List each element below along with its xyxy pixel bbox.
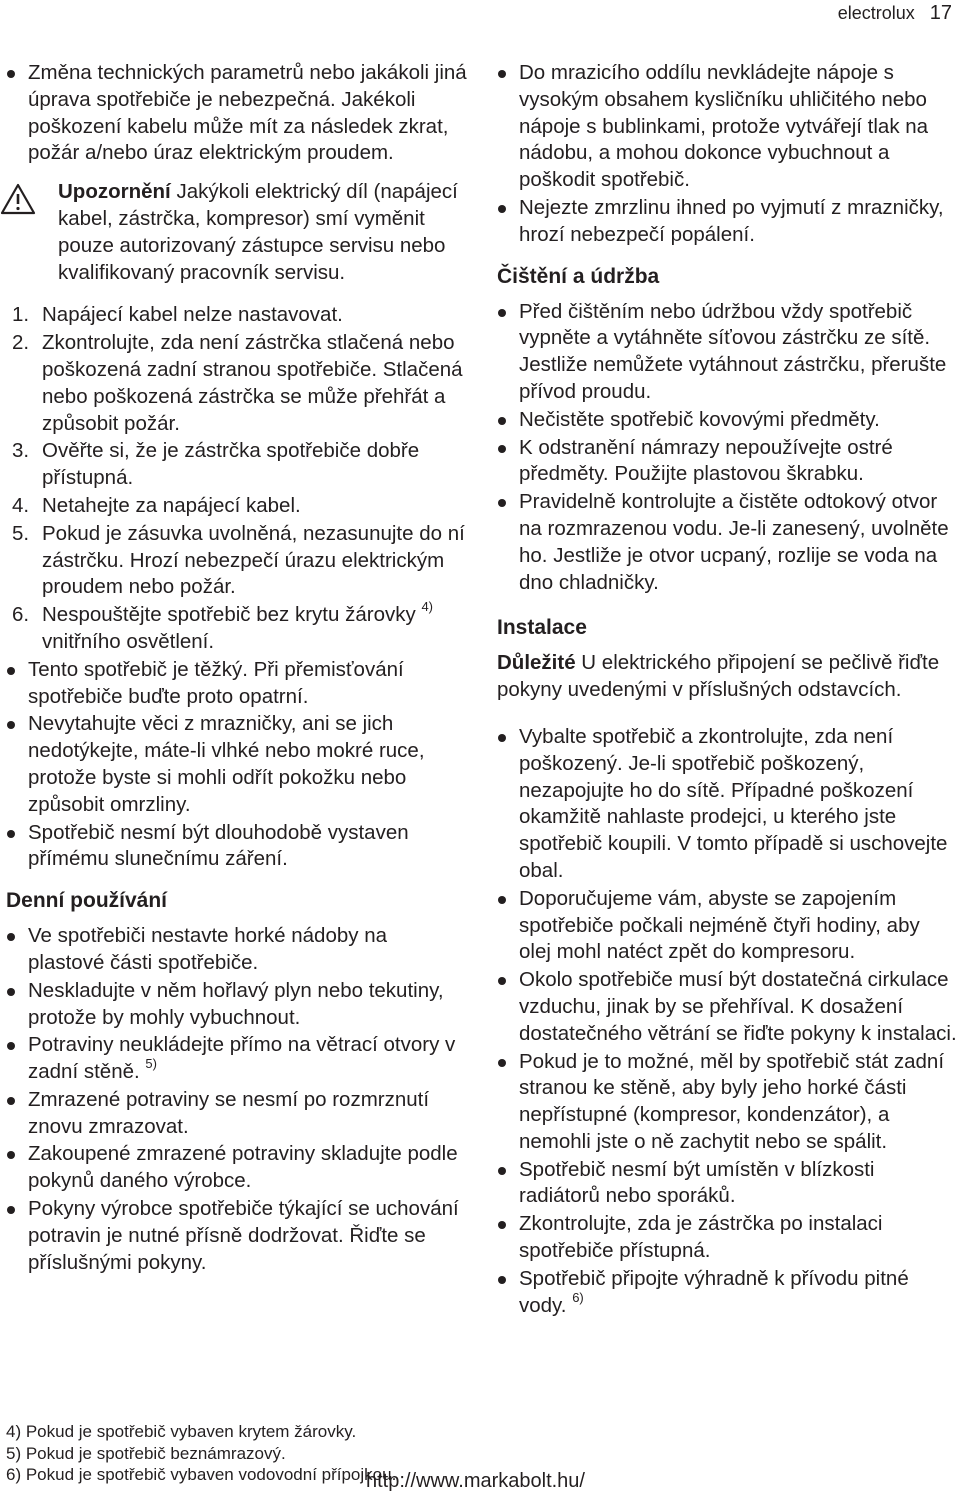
list-item: [6, 1087, 468, 1141]
list-item: [497, 886, 957, 966]
list-item: Nevytahujte věci z mrazničky, ani se jich nedotýkejte, máte-li vlhké nebo mokré ruce, protože byste si mohli odřít pokožku nebo způsobit omrzliny.: [6, 711, 468, 818]
item-number: 1.: [12, 303, 30, 327]
page-header: [838, 2, 952, 25]
item-text: Zmrazené potraviny se nesmí po rozmrznutí znovu zmrazovat.: [28, 1087, 430, 1138]
item-number: 6.: [12, 603, 30, 627]
section-heading-installation: Instalace: [497, 616, 587, 640]
item-text: Vybalte spotřebič a zkontrolujte, zda není poškozený. Je-li spotřebič poškozený, nezapojujte ho do sítě. Případné poškození okamžitě nahlaste prodejci, u kterého jste spotřebič koupili. V tomto případě si uschovejte obal.: [519, 724, 948, 882]
numbered-item: [6, 493, 468, 520]
list-item: K odstranění námrazy nepoužívejte ostré předměty. Použijte plastovou škrabku.: [497, 435, 957, 489]
list-item: Do mrazicího oddílu nevkládejte nápoje s vysokým obsahem kysličníku uhličitého nebo nápoje s bublinkami, protože vytvářejí tlak na nádobu, a mohou dokonce vybuchnout a poškodit spotřebič.: [497, 60, 957, 194]
warning-text: Jakýkoli elektrický díl (napájecí kabel, zástrčka, kompresor) smí vyměnit pouze autorizovaný zástupce servisu nebo kvalifikovaný pracovník servisu.: [58, 180, 458, 284]
intro-bullet-list: [6, 60, 468, 167]
list-item: [497, 1211, 957, 1265]
item-text: Potraviny neukládejte přímo na větrací otvory v zadní stěně.: [28, 1033, 456, 1084]
warning-triangle-icon: [0, 183, 36, 215]
item-text: Spotřebič připojte výhradně k přívodu pitné vody.: [519, 1266, 909, 1317]
item-text: Netahejte za napájecí kabel.: [42, 493, 301, 517]
item-text: Ověřte si, že je zástrčka spotřebiče dobře přístupná.: [42, 439, 420, 490]
item-text: Zkontrolujte, zda je zástrčka po instalaci spotřebiče přístupná.: [519, 1212, 883, 1263]
item-number: 4.: [12, 493, 30, 517]
footnote-ref: 6): [572, 1289, 584, 1305]
section-heading-cleaning: Čištění a údržba: [497, 264, 660, 288]
list-item: [497, 1049, 957, 1156]
freezer-bullet-list: [497, 60, 957, 249]
footnote: 6) Pokud je spotřebič vybaven vodovodní přípojkou.: [6, 1465, 397, 1484]
list-item: [497, 724, 957, 885]
list-item: Nejezte zmrzlinu ihned po vyjmutí z mrazničky, hrozí nebezpečí popálení.: [497, 195, 957, 249]
footnote: 4) Pokud je spotřebič vybaven krytem žárovky.: [6, 1422, 357, 1441]
list-item: Před čištěním nebo údržbou vždy spotřebič vypněte a vytáhněte síťovou zástrčku ze sítě. Jestliže nemůžete vytáhnout zástrčku, přerušte přívod proudu.: [497, 299, 957, 406]
item-number: 5.: [12, 521, 30, 545]
section-heading-daily-use: Denní používání: [6, 889, 168, 913]
numbered-item: [6, 330, 468, 437]
list-item: Změna technických parametrů nebo jakákoli jiná úprava spotřebiče je nebezpečná. Jakékoli poškození kabelu může mít za následek zkrat, požár a/nebo úraz elektrickým proudem.: [6, 60, 468, 167]
list-item: Pravidelně kontrolujte a čistěte odtokový otvor na rozmrazenou vodu. Je-li zanesený, uvolněte ho. Jestliže je otvor ucpaný, rozlije se voda na dno chladničky.: [497, 489, 957, 596]
numbered-item: [6, 302, 468, 329]
item-text: Ve spotřebiči nestavte horké nádoby na plastové části spotřebiče.: [28, 924, 387, 974]
footnote: 5) Pokud je spotřebič beznámrazový.: [6, 1443, 286, 1463]
list-item: [497, 1266, 957, 1320]
item-text: Pokyny výrobce spotřebiče týkající se uchování potravin je nutné přísně dodržovat. Řiďte se příslušnými pokyny.: [28, 1197, 459, 1274]
list-item: Tento spotřebič je těžký. Při přemisťování spotřebiče buďte proto opatrní.: [6, 657, 468, 711]
brand-name: electrolux: [837, 3, 915, 23]
left-column: [6, 60, 468, 1277]
list-item: [497, 967, 957, 1047]
item-text: Neskladujte v něm hořlavý plyn nebo tekutiny, protože by mohly vybuchnout.: [28, 978, 444, 1029]
item-text: Nespouštějte spotřebič bez krytu žárovky: [42, 603, 416, 627]
list-item: [6, 1196, 468, 1276]
item-text: Doporučujeme vám, abyste se zapojením spotřebiče počkali nejméně čtyři hodiny, aby olej mohl natéct zpět do kompresoru.: [519, 886, 920, 964]
item-text: Napájecí kabel nelze nastavovat.: [42, 303, 343, 327]
warning-label: Upozornění: [58, 180, 171, 204]
list-item: [6, 978, 468, 1032]
cleaning-list: [497, 299, 957, 597]
list-item: [497, 1157, 957, 1211]
list-item: [6, 1032, 468, 1086]
item-text: Zakoupené zmrazené potraviny skladujte podle pokynů daného výrobce.: [28, 1142, 458, 1193]
item-text-after: vnitřního osvětlení.: [42, 629, 215, 653]
list-item: Nečistěte spotřebič kovovými předměty.: [497, 407, 957, 434]
item-text: Pokud je to možné, měl by spotřebič stát zadní stranou ke stěně, aby byly jeho horké části nepřístupné (kompresor, kondenzátor), a nemohli jste o ně zachytit nebo se spálit.: [519, 1049, 945, 1153]
item-number: 3.: [12, 439, 30, 463]
daily-use-list: [6, 923, 468, 1276]
item-text: Okolo spotřebiče musí být dostatečná cirkulace vzduchu, jinak by se přehříval. K dosažení dostatečného větrání se řiďte pokyny k instalaci.: [519, 968, 957, 1045]
numbered-list: [6, 302, 468, 655]
item-number: 2.: [12, 331, 30, 355]
important-text: U elektrického připojení se pečlivě řiďte pokyny uvedenými v příslušných odstavcích.: [497, 651, 940, 702]
important-note: [497, 650, 957, 704]
right-column: [497, 60, 957, 1320]
important-label: Důležité: [497, 651, 576, 675]
item-text: Pokud je zásuvka uvolněná, nezasunujte do ní zástrčku. Hrozí nebezpečí úrazu elektrickým proudem nebo požár.: [42, 521, 465, 599]
item-text: Spotřebič nesmí být umístěn v blízkosti radiátorů nebo sporáků.: [519, 1157, 875, 1208]
list-item: Spotřebič nesmí být dlouhodobě vystaven přímému slunečnímu záření.: [6, 820, 468, 874]
list-item: [6, 1141, 468, 1195]
safety-bullet-list: [6, 657, 468, 873]
page-number: 17: [929, 2, 952, 24]
source-url-watermark[interactable]: http://www.markabolt.hu/: [366, 1470, 585, 1492]
numbered-item: [6, 521, 468, 601]
list-item: [6, 923, 468, 977]
footnotes: [6, 1421, 396, 1486]
numbered-item: [6, 599, 468, 656]
footnote-ref: 4): [421, 599, 433, 615]
item-text: Zkontrolujte, zda není zástrčka stlačená nebo poškozená zadní stranou spotřebiče. Stlačená nebo poškozená zástrčka se může přehřát a způsobit požár.: [42, 331, 463, 435]
warning-block: [6, 179, 468, 286]
installation-list: [497, 724, 957, 1320]
numbered-item: [6, 438, 468, 492]
footnote-ref: 5): [145, 1056, 157, 1072]
